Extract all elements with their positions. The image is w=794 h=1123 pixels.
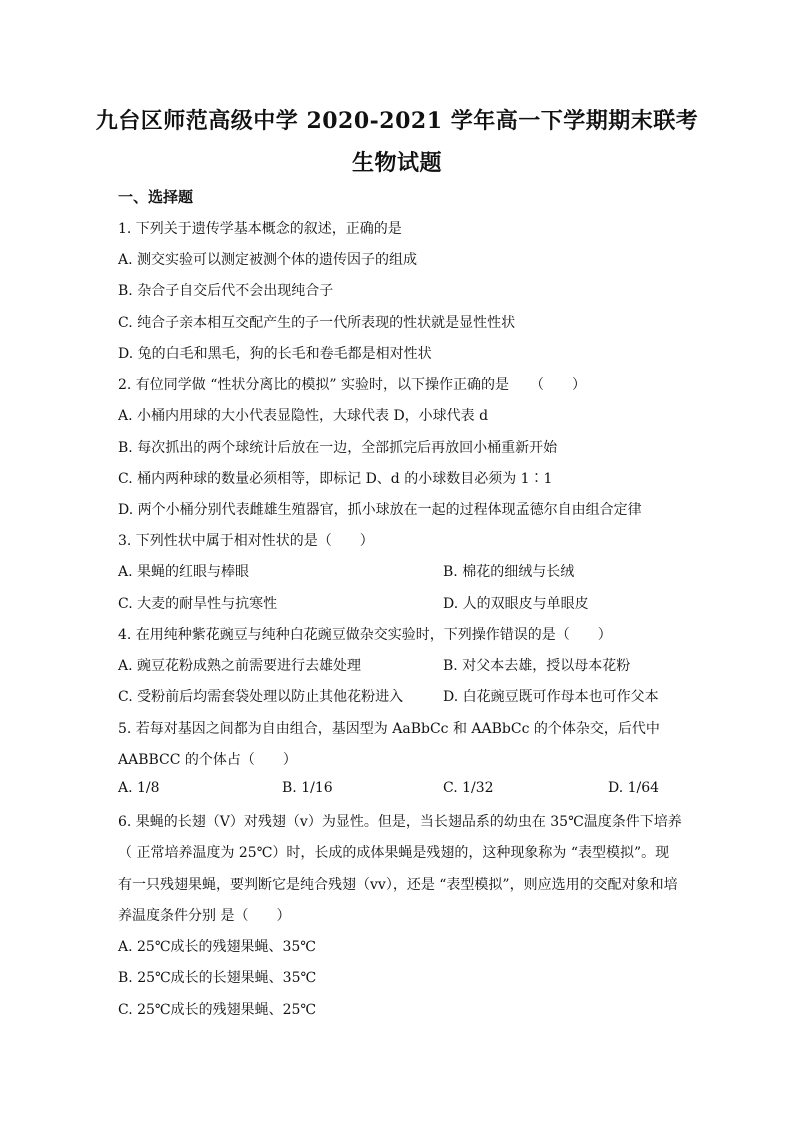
q2-option-d: D. 两个小桶分别代表雌雄生殖器官，抓小球放在一起的过程体现孟德尔自由组合定律 [118,502,642,518]
q6-stem-line2: （ 正常培养温度为 25℃）时，长成的成体果蝇是残翅的，这种现象称为 “表型模拟”。现 [118,845,670,861]
q6-stem-line1: 6. 果蝇的长翅（V）对残翅（v）为显性。但是，当长翅品系的幼虫在 35℃温度条件下培养 [118,814,682,830]
q2-option-b: B. 每次抓出的两个球统计后放在一边，全部抓完后再放回小桶重新开始 [118,440,558,456]
q4-option-c: C. 受粉前后均需套袋处理以防止其他花粉进入 [118,689,404,705]
q4-stem: 4. 在用纯种紫花豌豆与纯种白花豌豆做杂交实验时，下列操作错误的是（ ） [118,627,612,643]
q2-stem: 2. 有位同学做 “性状分离比的模拟” 实验时，以下操作正确的是 （ ） [118,377,587,393]
q4-option-a: A. 豌豆花粉成熟之前需要进行去雄处理 [118,658,362,674]
q5-stem-line2: AABBCC 的个体占（ ） [118,752,297,768]
q3-option-c: C. 大麦的耐旱性与抗寒性 [118,596,278,612]
q5-stem-line1: 5. 若每对基因之间都为自由组合，基因型为 AaBbCc 和 AABbCc 的个体杂交，后代中 [118,721,660,737]
q5-option-d: D. 1/64 [608,780,660,796]
q6-stem-line4: 养温度条件分别 是（ ） [118,908,291,924]
q4-option-b: B. 对父本去雄，授以母本花粉 [443,658,631,674]
exam-subject: 生物试题 [351,150,442,176]
q6-option-b: B. 25℃成长的长翅果蝇、35℃ [118,970,317,986]
q6-option-c: C. 25℃成长的残翅果蝇、25℃ [118,1002,317,1018]
q1-option-b: B. 杂合子自交后代不会出现纯合子 [118,283,334,299]
section-heading: 一、选择题 [118,188,194,206]
q6-stem-line3: 有一只残翅果蝇，要判断它是纯合残翅（vv），还是 “表型模拟”，则应选用的交配对象和培 [118,877,678,893]
q5-option-a: A. 1/8 [118,780,160,796]
q6-option-a: A. 25℃成长的残翅果蝇、35℃ [118,939,316,955]
exam-title: 九台区师范高级中学 2020-2021 学年高一下学期期末联考 [95,108,699,134]
q1-stem: 1. 下列关于遗传学基本概念的叙述，正确的是 [118,221,402,237]
q3-stem: 3. 下列性状中属于相对性状的是（ ） [118,533,374,549]
q5-option-b: B. 1/16 [282,780,333,796]
q1-option-c: C. 纯合子亲本相互交配产生的子一代所表现的性状就是显性性状 [118,315,516,331]
q1-option-d: D. 兔的白毛和黑毛，狗的长毛和卷毛都是相对性状 [118,346,432,362]
q2-option-c: C. 桶内两种球的数量必须相等，即标记 D、d 的小球数目必须为 1∶1 [118,471,553,487]
q3-option-d: D. 人的双眼皮与单眼皮 [443,596,589,612]
q3-option-b: B. 棉花的细绒与长绒 [443,564,575,580]
q1-option-a: A. 测交实验可以测定被测个体的遗传因子的组成 [118,252,418,268]
q5-option-c: C. 1/32 [443,780,494,796]
q2-option-a: A. 小桶内用球的大小代表显隐性，大球代表 D，小球代表 d [118,408,489,424]
q4-option-d: D. 白花豌豆既可作母本也可作父本 [443,689,659,705]
q3-option-a: A. 果蝇的红眼与棒眼 [118,564,250,580]
